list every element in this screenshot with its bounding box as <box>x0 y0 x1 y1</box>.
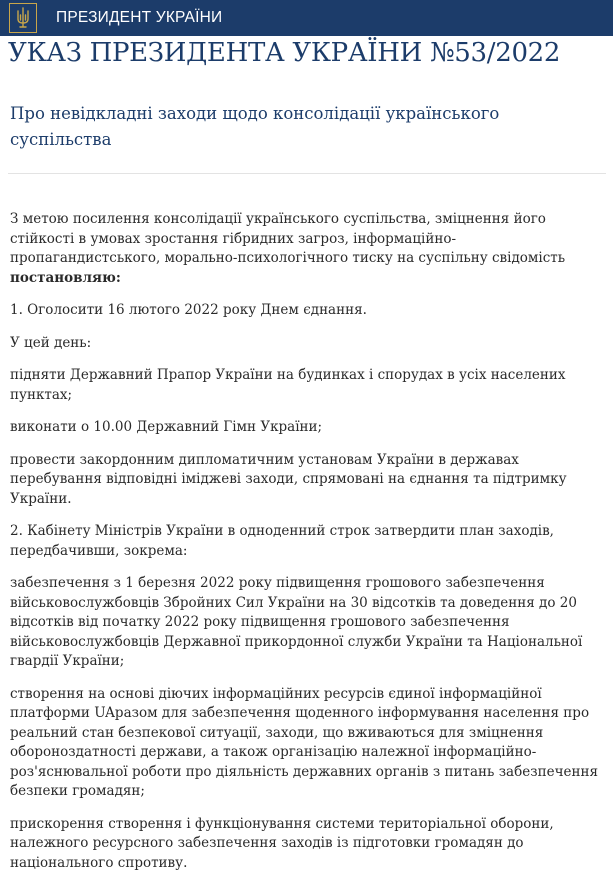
preamble-bold: постановляю: <box>10 269 121 286</box>
preamble-paragraph <box>10 210 598 288</box>
paragraph: забезпечення з 1 березня 2022 року підвищення грошового забезпечення військовослужбовців Збройних Сил України на 30 відсотків та доведення до 20 відсотків від початку 2022 року підвищення грошового забезпечення військовослужбовців Державної прикордонної служби України та Національної гвардії України; <box>10 575 583 669</box>
paragraph: підняти Державний Прапор України на будинках і спорудах в усіх населених пунктах; <box>10 367 566 403</box>
page-title: УКАЗ ПРЕЗИДЕНТА УКРАЇНИ №53/2022 <box>8 38 561 68</box>
divider <box>8 173 606 174</box>
preamble-text: З метою посилення консолідації українського суспільства, зміцнення його стійкості в умовах зростання гібридних загроз, інформаційно-пропагандистського, морально-психологічного тиску на суспільну свідомість <box>10 211 566 266</box>
site-name-link[interactable]: ПРЕЗИДЕНТ УКРАЇНИ <box>56 9 223 26</box>
paragraph: виконати о 10.00 Державний Гімн України; <box>10 419 323 435</box>
site-header <box>0 0 613 36</box>
paragraph: створення на основі діючих інформаційних ресурсів єдиної інформаційної платформи UAразом для забезпечення щоденного інформування населення про реальний стан безпекової ситуації, заходи, що вживаються для зміцнення обороноздатності держави, а також організацію належної інформаційно-роз'яснювальної роботи про діяльність державних органів з питань забезпечення безпеки громадян; <box>10 685 599 799</box>
paragraph: 2. Кабінету Міністрів України в одноденний строк затвердити план заходів, передбачивши, зокрема: <box>10 523 554 559</box>
trident-icon[interactable] <box>9 3 37 33</box>
document-body <box>10 210 598 886</box>
paragraph: прискорення створення і функціонування системи територіальної оборони, належного ресурсного забезпечення заходів із підготовки громадян до національного спротиву. <box>10 815 554 871</box>
paragraph: провести закордонним дипломатичним установам України в державах перебування відповідні іміджеві заходи, спрямовані на єднання та підтримку України. <box>10 451 567 507</box>
document-subtitle: Про невідкладні заходи щодо консолідації українського суспільства <box>10 104 500 149</box>
paragraph: У цей день: <box>10 334 92 351</box>
paragraph: 1. Оголосити 16 лютого 2022 року Днем єднання. <box>10 302 367 318</box>
